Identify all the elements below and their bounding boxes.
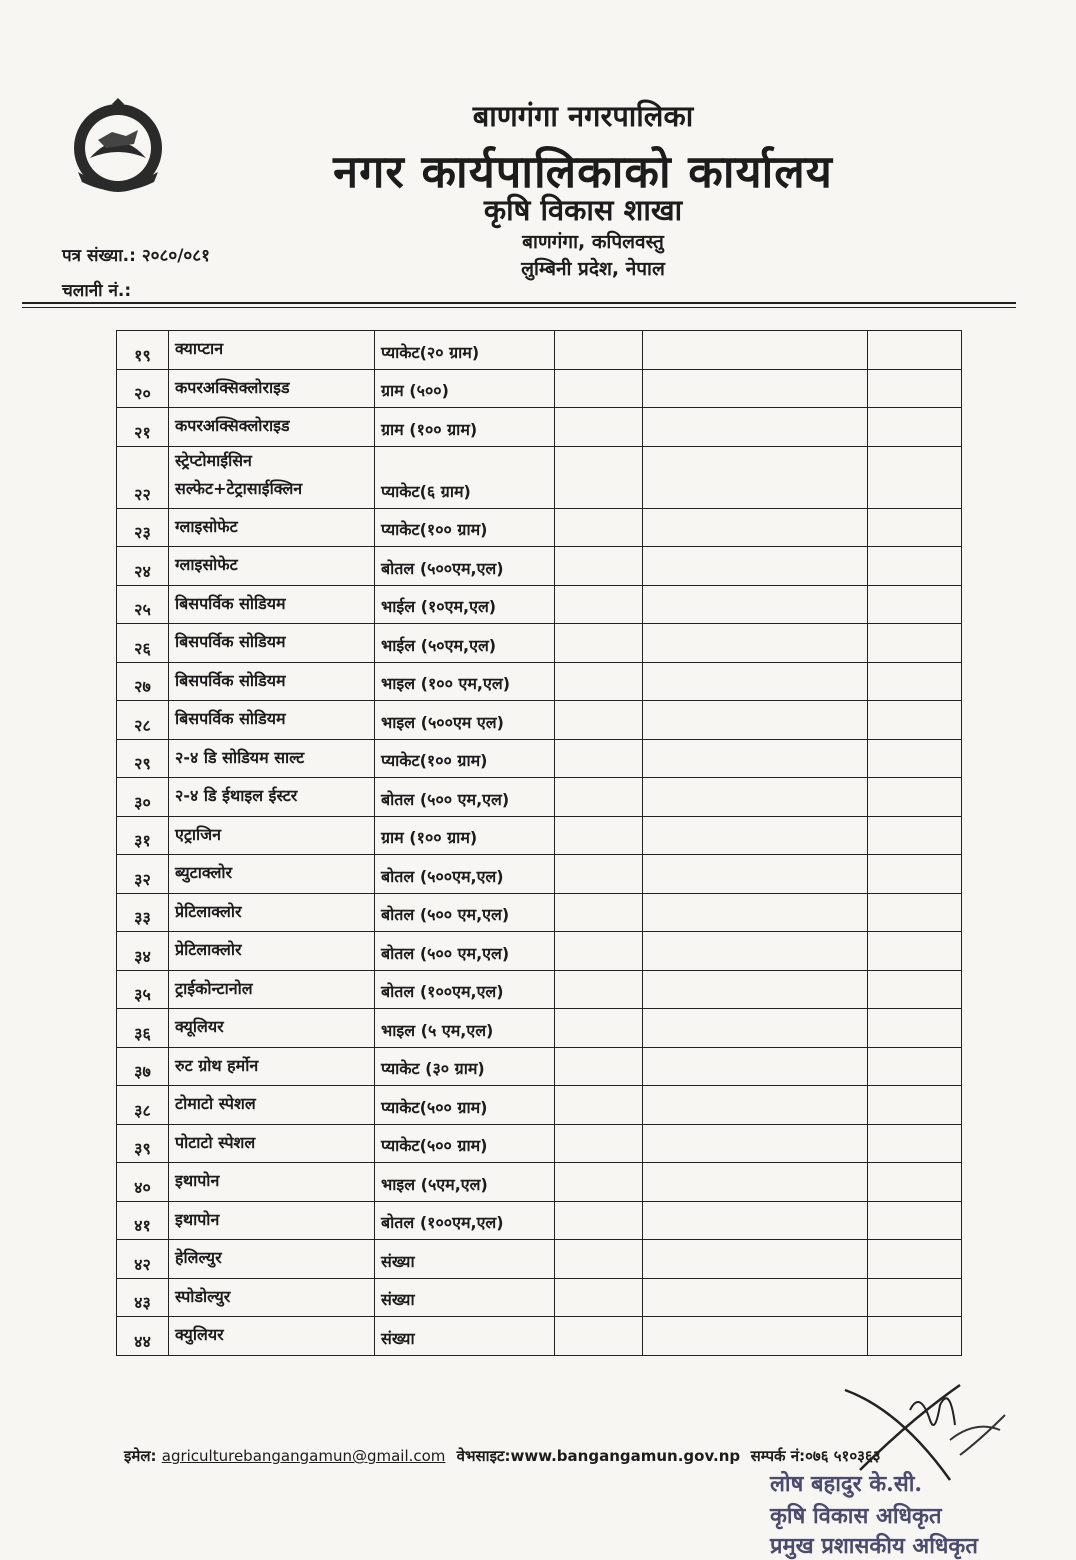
table-row (117, 369, 962, 408)
empty-cell (555, 932, 643, 971)
item-unit: बोतल (५०० एम,एल) (375, 893, 555, 932)
empty-cell (643, 932, 868, 971)
table-row (117, 624, 962, 663)
table-row (117, 1240, 962, 1279)
table-row (117, 1317, 962, 1356)
item-name: प्रेटिलाक्लोर (169, 932, 375, 971)
signatory-title: कृषि विकास अधिकृत (770, 1503, 942, 1529)
item-unit: भाइल (५ एम,एल) (375, 1009, 555, 1048)
empty-cell (643, 778, 868, 817)
table-row (117, 446, 962, 508)
empty-cell (643, 624, 868, 663)
empty-cell (868, 701, 962, 740)
empty-cell (868, 1124, 962, 1163)
item-name: कपरअक्सिक्लोराइड (169, 369, 375, 408)
item-name: बिसपर्विक सोडियम (169, 585, 375, 624)
signatory-title-2: प्रमुख प्रशासकीय अधिकृत (770, 1533, 978, 1559)
item-name: हेलिल्युर (169, 1240, 375, 1279)
empty-cell (643, 1047, 868, 1086)
empty-cell (643, 1124, 868, 1163)
table-row (117, 1124, 962, 1163)
item-name: स्पोडोल्युर (169, 1278, 375, 1317)
table-row (117, 331, 962, 370)
empty-cell (868, 547, 962, 586)
item-unit: ग्राम (१०० ग्राम) (375, 408, 555, 447)
table-row (117, 970, 962, 1009)
empty-cell (555, 1240, 643, 1279)
serial-number: ३१ (117, 816, 169, 855)
serial-number: २४ (117, 547, 169, 586)
item-unit: भाइल (५एम,एल) (375, 1163, 555, 1202)
empty-cell (555, 1009, 643, 1048)
table-row (117, 1278, 962, 1317)
serial-number: १९ (117, 331, 169, 370)
empty-cell (868, 369, 962, 408)
table-row (117, 816, 962, 855)
empty-cell (555, 624, 643, 663)
empty-cell (643, 855, 868, 894)
empty-cell (643, 1240, 868, 1279)
empty-cell (643, 1317, 868, 1356)
serial-number: ३९ (117, 1124, 169, 1163)
email-label: इमेल: (124, 1447, 157, 1465)
empty-cell (643, 662, 868, 701)
empty-cell (868, 1240, 962, 1279)
empty-cell (868, 893, 962, 932)
serial-number: २३ (117, 508, 169, 547)
empty-cell (643, 547, 868, 586)
table-row (117, 1047, 962, 1086)
item-unit: ग्राम (१०० ग्राम) (375, 816, 555, 855)
empty-cell (555, 1317, 643, 1356)
serial-number: २० (117, 369, 169, 408)
empty-cell (555, 662, 643, 701)
serial-number: ३७ (117, 1047, 169, 1086)
empty-cell (555, 970, 643, 1009)
empty-cell (868, 970, 962, 1009)
serial-number: ३२ (117, 855, 169, 894)
item-unit: बोतल (५००एम,एल) (375, 547, 555, 586)
serial-number: ३० (117, 778, 169, 817)
empty-cell (643, 446, 868, 508)
item-name: २-४ डि ईथाइल ईस्टर (169, 778, 375, 817)
empty-cell (868, 816, 962, 855)
item-name: इथापोन (169, 1201, 375, 1240)
empty-cell (643, 1278, 868, 1317)
item-name: स्ट्रेप्टोमाईसिन सल्फेट+टेट्रासाईक्लिन (169, 446, 375, 508)
item-unit: बोतल (१००एम,एल) (375, 970, 555, 1009)
item-name: बिसपर्विक सोडियम (169, 624, 375, 663)
serial-number: ३८ (117, 1086, 169, 1125)
empty-cell (643, 893, 868, 932)
empty-cell (643, 1163, 868, 1202)
empty-cell (868, 1201, 962, 1240)
empty-cell (868, 1278, 962, 1317)
item-unit: प्याकेट(६ ग्राम) (375, 446, 555, 508)
empty-cell (555, 1124, 643, 1163)
item-unit: बोतल (५०० एम,एल) (375, 778, 555, 817)
empty-cell (555, 585, 643, 624)
address-line-2: लुम्बिनी प्रदेश, नेपाल (521, 258, 665, 280)
empty-cell (868, 446, 962, 508)
serial-number: २९ (117, 739, 169, 778)
empty-cell (643, 816, 868, 855)
empty-cell (643, 739, 868, 778)
dispatch-number: चलानी नं.: (62, 281, 132, 301)
item-name: २-४ डि सोडियम साल्ट (169, 739, 375, 778)
serial-number: ४१ (117, 1201, 169, 1240)
header-divider (22, 302, 1016, 304)
serial-number: ४२ (117, 1240, 169, 1279)
item-name: क्यूलियर (169, 1009, 375, 1048)
table-row (117, 1009, 962, 1048)
serial-number: २५ (117, 585, 169, 624)
serial-number: ४४ (117, 1317, 169, 1356)
empty-cell (555, 446, 643, 508)
item-unit: भाइल (१०० एम,एल) (375, 662, 555, 701)
empty-cell (555, 855, 643, 894)
item-unit: भाइल (५००एम एल) (375, 701, 555, 740)
header-divider-thin (22, 307, 1016, 308)
table-row (117, 408, 962, 447)
serial-number: २८ (117, 701, 169, 740)
website-link[interactable]: www.bangangamun.gov.np (510, 1447, 741, 1465)
table-row (117, 701, 962, 740)
item-name: बिसपर्विक सोडियम (169, 701, 375, 740)
empty-cell (555, 547, 643, 586)
empty-cell (868, 1047, 962, 1086)
items-table (116, 330, 962, 1356)
empty-cell (555, 408, 643, 447)
table-row (117, 855, 962, 894)
empty-cell (555, 1278, 643, 1317)
item-name: इथापोन (169, 1163, 375, 1202)
empty-cell (868, 932, 962, 971)
serial-number: २१ (117, 408, 169, 447)
contact-label: सम्पर्क नं: (750, 1447, 806, 1465)
table-row (117, 893, 962, 932)
item-unit: ग्राम (५००) (375, 369, 555, 408)
item-name: ब्युटाक्लोर (169, 855, 375, 894)
contact-number: ०७६ ५१०३६३ (805, 1447, 881, 1465)
item-unit: संख्या (375, 1278, 555, 1317)
empty-cell (643, 408, 868, 447)
item-unit: बोतल (५०० एम,एल) (375, 932, 555, 971)
empty-cell (868, 778, 962, 817)
empty-cell (868, 624, 962, 663)
section-name: कृषि विकास शाखा (483, 193, 683, 227)
item-unit: प्याकेट(१०० ग्राम) (375, 739, 555, 778)
empty-cell (643, 1086, 868, 1125)
signatory-name: लोष बहादुर के.सी. (770, 1471, 923, 1497)
empty-cell (868, 1086, 962, 1125)
serial-number: ३६ (117, 1009, 169, 1048)
empty-cell (868, 585, 962, 624)
item-name: रुट ग्रोथ हर्मोन (169, 1047, 375, 1086)
empty-cell (555, 816, 643, 855)
table-row (117, 739, 962, 778)
item-name: ग्लाइसोफेट (169, 508, 375, 547)
serial-number: २२ (117, 446, 169, 508)
letterhead (0, 0, 1076, 320)
item-name: क्युलियर (169, 1317, 375, 1356)
empty-cell (555, 369, 643, 408)
empty-cell (868, 662, 962, 701)
item-unit: बोतल (५००एम,एल) (375, 855, 555, 894)
website-label: वेभसाइट: (456, 1447, 511, 1465)
serial-number: ३५ (117, 970, 169, 1009)
empty-cell (643, 701, 868, 740)
item-unit: संख्या (375, 1240, 555, 1279)
item-name: ट्राईकोन्टानोल (169, 970, 375, 1009)
empty-cell (555, 701, 643, 740)
item-unit: संख्या (375, 1317, 555, 1356)
empty-cell (643, 970, 868, 1009)
serial-number: २६ (117, 624, 169, 663)
item-name: बिसपर्विक सोडियम (169, 662, 375, 701)
empty-cell (868, 1009, 962, 1048)
empty-cell (555, 1201, 643, 1240)
empty-cell (643, 1201, 868, 1240)
empty-cell (868, 1163, 962, 1202)
item-name: कपरअक्सिक्लोराइड (169, 408, 375, 447)
empty-cell (555, 893, 643, 932)
item-unit: भाईल (१०एम,एल) (375, 585, 555, 624)
serial-number: ४३ (117, 1278, 169, 1317)
empty-cell (643, 331, 868, 370)
serial-number: २७ (117, 662, 169, 701)
item-unit: प्याकेट(५०० ग्राम) (375, 1086, 555, 1125)
empty-cell (555, 331, 643, 370)
empty-cell (868, 331, 962, 370)
serial-number: ३३ (117, 893, 169, 932)
item-name: प्रेटिलाक्लोर (169, 893, 375, 932)
empty-cell (555, 1163, 643, 1202)
municipality-name: बाणगंगा नगरपालिका (472, 99, 694, 133)
reference-number: पत्र संख्या.: २०८०/०८१ (62, 246, 210, 266)
address-line-1: बाणगंगा, कपिलवस्तु (522, 231, 664, 253)
table-row (117, 1086, 962, 1125)
empty-cell (643, 508, 868, 547)
serial-number: ३४ (117, 932, 169, 971)
table-row (117, 662, 962, 701)
empty-cell (555, 778, 643, 817)
item-name: पोटाटो स्पेशल (169, 1124, 375, 1163)
empty-cell (643, 585, 868, 624)
empty-cell (555, 508, 643, 547)
empty-cell (868, 1317, 962, 1356)
table-row (117, 585, 962, 624)
item-unit: प्याकेट(५०० ग्राम) (375, 1124, 555, 1163)
table-row (117, 1201, 962, 1240)
email-link[interactable]: agriculturebangangamun@gmail.com (161, 1447, 446, 1465)
item-name: एट्राजिन (169, 816, 375, 855)
item-unit: प्याकेट(२० ग्राम) (375, 331, 555, 370)
office-name: नगर कार्यपालिकाको कार्यालय (333, 145, 833, 198)
empty-cell (868, 508, 962, 547)
empty-cell (868, 408, 962, 447)
empty-cell (643, 369, 868, 408)
table-row (117, 932, 962, 971)
empty-cell (868, 739, 962, 778)
item-unit: भाईल (५०एम,एल) (375, 624, 555, 663)
empty-cell (555, 1047, 643, 1086)
item-name: टोमाटो स्पेशल (169, 1086, 375, 1125)
item-name: क्याप्टान (169, 331, 375, 370)
empty-cell (868, 855, 962, 894)
serial-number: ४० (117, 1163, 169, 1202)
empty-cell (555, 739, 643, 778)
table-row (117, 778, 962, 817)
item-name: ग्लाइसोफेट (169, 547, 375, 586)
item-unit: प्याकेट (३० ग्राम) (375, 1047, 555, 1086)
table-row (117, 508, 962, 547)
item-unit: बोतल (१००एम,एल) (375, 1201, 555, 1240)
empty-cell (643, 1009, 868, 1048)
table-row (117, 1163, 962, 1202)
table-row (117, 547, 962, 586)
empty-cell (555, 1086, 643, 1125)
item-unit: प्याकेट(१०० ग्राम) (375, 508, 555, 547)
